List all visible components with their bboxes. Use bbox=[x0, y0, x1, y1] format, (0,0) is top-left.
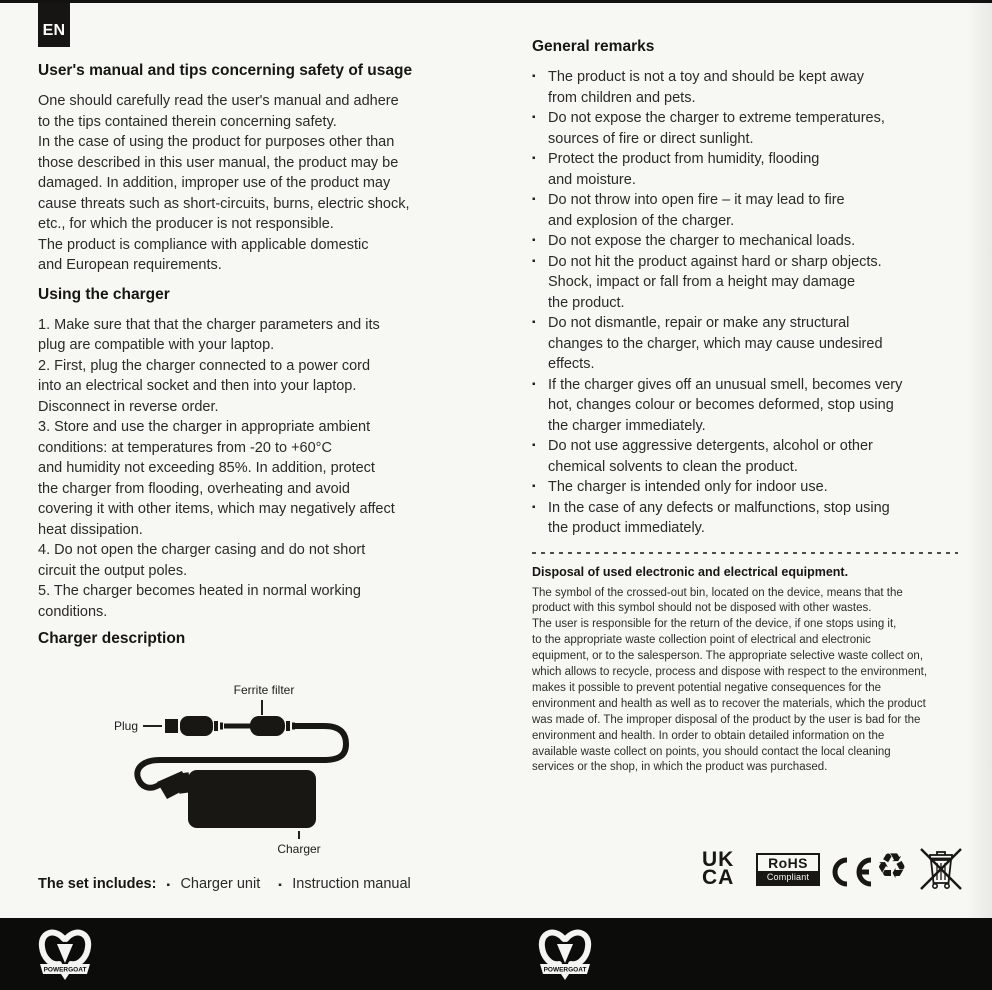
plug-label: Plug bbox=[113, 719, 138, 733]
text-line: damaged. In addition, improper use of the product may bbox=[38, 175, 391, 191]
text-line: etc., for which the producer is not responsible. bbox=[38, 216, 334, 232]
bullet-text bbox=[548, 375, 964, 437]
bullet-text bbox=[548, 313, 964, 375]
text-line: If the charger gives off an unusual smell, becomes very bbox=[548, 376, 903, 393]
text-line: 3. Store and use the charger in appropriate ambient bbox=[38, 419, 371, 435]
text-line: The product is not a toy and should be kept away bbox=[548, 69, 864, 85]
text-line: Shock, impact or fall from a height may damage bbox=[548, 274, 856, 290]
list-item bbox=[532, 149, 964, 190]
set-includes-label: The set includes: bbox=[38, 876, 157, 892]
bullet-marker: ▪ bbox=[532, 501, 536, 513]
bullet-marker: ▪ bbox=[532, 378, 536, 390]
text-line: the product immediately. bbox=[548, 520, 705, 536]
right-column bbox=[532, 38, 964, 776]
plug-connector bbox=[180, 716, 213, 736]
bullet-text bbox=[548, 436, 964, 477]
bullet-marker: ▪ bbox=[532, 71, 536, 82]
text-line: The user is responsible for the return of the device, if one stops using it, bbox=[532, 618, 897, 631]
bullet-marker: ▪ bbox=[532, 317, 536, 328]
disposal-heading: Disposal of used electronic and electrical equipment. bbox=[532, 564, 849, 579]
ferrite-filter-bead bbox=[250, 716, 285, 736]
recycle-icon: ♻ bbox=[876, 847, 908, 886]
list-item bbox=[532, 67, 964, 108]
powergoat-wordmark: POWERGOAT bbox=[543, 966, 587, 974]
text-line: environment and health. In order to obtain detailed information on the bbox=[532, 729, 885, 742]
set-item-label: Instruction manual bbox=[292, 876, 411, 892]
description-heading: Charger description bbox=[38, 630, 186, 647]
bullet-marker: ▪ bbox=[532, 235, 536, 246]
text-line: 4. Do not open the charger casing and do not short bbox=[38, 542, 366, 558]
text-line: equipment, or to the salesperson. The appropriate selective waste collect on, bbox=[532, 650, 924, 663]
text-line: 2. First, plug the charger connected to a power cord bbox=[38, 357, 371, 374]
text-line: Do not hit the product against hard or sharp objects. bbox=[548, 253, 882, 270]
text-line: In the case of using the product for purposes other than bbox=[38, 134, 395, 150]
text-line: chemical solvents to clean the product. bbox=[548, 458, 798, 475]
text-line: which allows to recycle, process and dispose with respect to the environment, bbox=[532, 666, 928, 679]
scan-edge-shade bbox=[966, 0, 992, 918]
text-line: The charger is intended only for indoor use. bbox=[548, 479, 828, 495]
bullet-marker: ▪ bbox=[166, 880, 170, 891]
set-item-label: Charger unit bbox=[180, 876, 261, 892]
remarks-heading: General remarks bbox=[532, 38, 655, 55]
footer-bar bbox=[0, 918, 992, 990]
text-line: from children and pets. bbox=[548, 89, 696, 106]
safety-heading: User's manual and tips concerning safety of usage bbox=[38, 62, 413, 79]
text-line: effects. bbox=[548, 356, 595, 372]
safety-paragraph bbox=[38, 91, 504, 276]
text-line: available waste collect on points, you should contact the local cleaning bbox=[532, 745, 891, 758]
ce-mark-icon bbox=[828, 856, 874, 888]
page-top-edge bbox=[0, 0, 992, 3]
rohs-label: RoHS bbox=[768, 855, 808, 871]
list-item bbox=[532, 436, 964, 477]
text-line: Do not use aggressive detergents, alcohol or other bbox=[548, 438, 873, 454]
list-item bbox=[532, 190, 964, 231]
text-line: the charger immediately. bbox=[548, 417, 706, 434]
text-line: hot, changes colour or becomes deformed, stop using bbox=[548, 397, 894, 413]
bullet-marker: ▪ bbox=[532, 481, 536, 492]
using-heading: Using the charger bbox=[38, 285, 170, 303]
text-line: covering it with other items, which may negatively affect bbox=[38, 501, 395, 517]
language-badge bbox=[38, 3, 70, 47]
text-line: product with this symbol should not be disposed with other wastes. bbox=[532, 602, 872, 615]
bullet-text bbox=[548, 498, 964, 539]
set-item bbox=[278, 876, 410, 892]
text-line: and moisture. bbox=[548, 171, 636, 188]
cable-grommet bbox=[220, 723, 223, 730]
list-item bbox=[532, 252, 964, 314]
text-line: Do not throw into open fire – it may lead to fire bbox=[548, 192, 845, 208]
text-line: environment and health as well as to recover the materials, which the product bbox=[532, 697, 926, 710]
text-line: The symbol of the crossed-out bin, located on the device, means that the bbox=[532, 586, 903, 599]
rohs-mark bbox=[756, 853, 820, 886]
list-item bbox=[532, 498, 964, 539]
text-line: to the tips contained therein concerning safety. bbox=[38, 113, 337, 130]
powergoat-logo bbox=[34, 926, 96, 982]
text-line: Disconnect in reverse order. bbox=[38, 398, 219, 415]
text-line: was made of. The improper disposal of the product by the user is bad for the bbox=[532, 713, 921, 726]
text-line: heat dissipation. bbox=[38, 521, 143, 538]
text-line: circuit the output poles. bbox=[38, 562, 188, 579]
rohs-compliant-label: Compliant bbox=[758, 871, 818, 884]
ukca-line-ca: CA bbox=[702, 866, 735, 889]
text-line: and European requirements. bbox=[38, 257, 222, 273]
bullet-text bbox=[548, 190, 964, 231]
ukca-line-uk: UK bbox=[702, 848, 735, 871]
text-line: In the case of any defects or malfunctions, stop using bbox=[548, 499, 890, 516]
text-line: conditions: at temperatures from -20 to +60°C bbox=[38, 439, 332, 456]
using-instructions bbox=[38, 315, 504, 623]
powergoat-wordmark: POWERGOAT bbox=[43, 966, 87, 974]
text-line: Do not expose the charger to extreme temperatures, bbox=[548, 110, 885, 126]
text-line: makes it possible to prevent potential negative consequences for the bbox=[532, 681, 882, 694]
list-item bbox=[532, 477, 964, 498]
bullet-text bbox=[548, 252, 964, 314]
text-line: One should carefully read the user's manual and adhere bbox=[38, 93, 399, 109]
text-line: services or the shop, in which the product was purchased. bbox=[532, 761, 828, 774]
list-item bbox=[532, 313, 964, 375]
list-item bbox=[532, 375, 964, 437]
bullet-marker: ▪ bbox=[278, 880, 282, 891]
text-line: changes to the charger, which may cause undesired bbox=[548, 335, 883, 352]
bullet-text bbox=[548, 231, 964, 252]
text-line: to the appropriate waste collection point of electrical and electronic bbox=[532, 634, 871, 647]
charger-diagram bbox=[38, 670, 478, 862]
text-line: the charger from flooding, overheating and avoid bbox=[38, 480, 350, 497]
bullet-text bbox=[548, 108, 964, 149]
plug-tip bbox=[165, 719, 178, 733]
bullet-marker: ▪ bbox=[532, 440, 536, 451]
dashed-separator bbox=[532, 552, 958, 554]
set-includes-line bbox=[38, 876, 504, 897]
charger-label: Charger bbox=[277, 842, 321, 856]
disposal-paragraph bbox=[532, 586, 964, 777]
general-remarks-list bbox=[532, 67, 964, 539]
text-line: those described in this user manual, the product may be bbox=[38, 154, 399, 171]
bullet-marker: ▪ bbox=[532, 153, 536, 164]
cable-grommet bbox=[286, 721, 290, 731]
left-column bbox=[38, 62, 504, 897]
text-line: 5. The charger becomes heated in normal working bbox=[38, 583, 361, 599]
set-includes-items bbox=[166, 876, 424, 897]
bullet-text bbox=[548, 477, 964, 498]
cable-grommet bbox=[214, 721, 218, 731]
text-line: plug are compatible with your laptop. bbox=[38, 337, 275, 353]
text-line: cause threats such as short-circuits, burns, electric shock, bbox=[38, 195, 410, 212]
text-line: 1. Make sure that that the charger parameters and its bbox=[38, 316, 380, 333]
text-line: the product. bbox=[548, 294, 625, 311]
text-line: and explosion of the charger. bbox=[548, 212, 735, 229]
language-badge-label: EN bbox=[42, 22, 66, 39]
bullet-marker: ▪ bbox=[532, 255, 536, 267]
ukca-mark bbox=[702, 848, 735, 889]
text-line: conditions. bbox=[38, 603, 108, 620]
charger-brick bbox=[188, 770, 316, 828]
powergoat-logo bbox=[534, 926, 596, 982]
crossed-out-bin-icon bbox=[918, 847, 964, 891]
bullet-text bbox=[548, 149, 964, 190]
text-line: Protect the product from humidity, flooding bbox=[548, 151, 820, 167]
bullet-text bbox=[548, 67, 964, 108]
list-item bbox=[532, 108, 964, 149]
list-item bbox=[532, 231, 964, 252]
text-line: sources of fire or direct sunlight. bbox=[548, 130, 754, 147]
text-line: Do not dismantle, repair or make any structural bbox=[548, 315, 850, 331]
text-line: The product is compliance with applicable domestic bbox=[38, 236, 369, 253]
bullet-marker: ▪ bbox=[532, 112, 536, 123]
text-line: into an electrical socket and then into your laptop. bbox=[38, 378, 357, 394]
bullet-marker: ▪ bbox=[532, 194, 536, 205]
text-line: Do not expose the charger to mechanical loads. bbox=[548, 233, 856, 249]
ferrite-filter-label: Ferrite filter bbox=[233, 683, 295, 697]
text-line: and humidity not exceeding 85%. In addition, protect bbox=[38, 460, 375, 476]
set-item bbox=[166, 876, 260, 892]
